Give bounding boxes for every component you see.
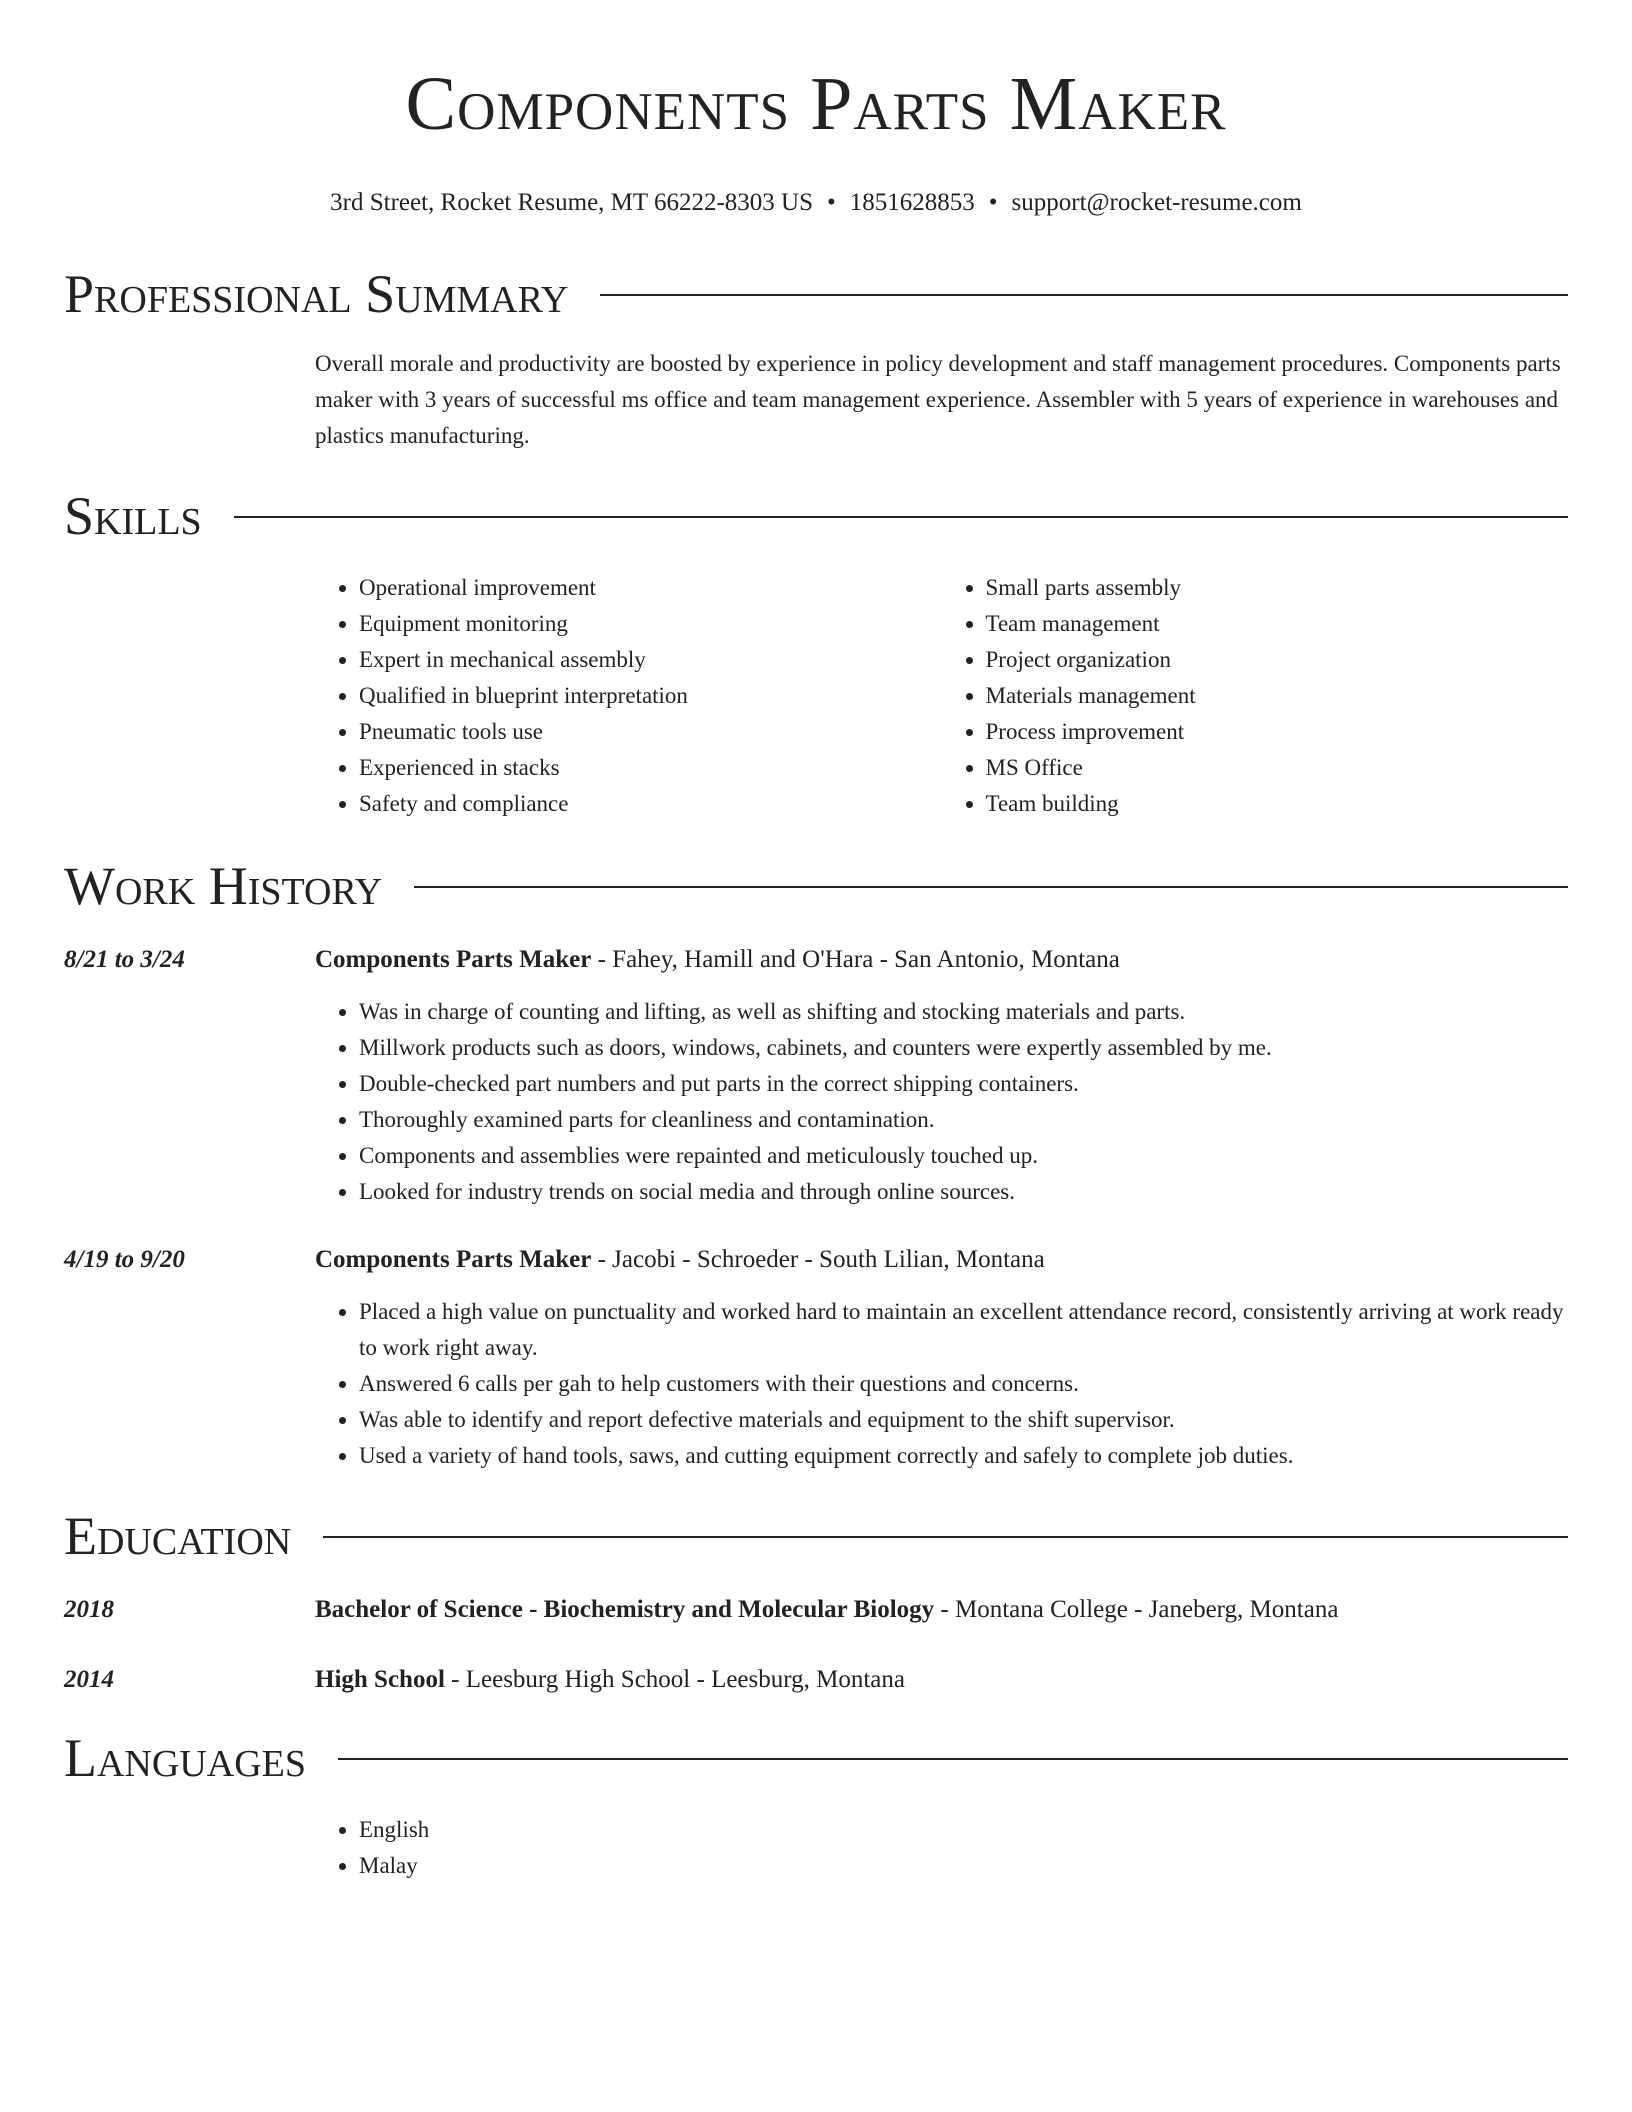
job-bullet: • Millwork products such as doors, windows, cabinets, and counters were expertly assembled by me. [359, 1030, 1568, 1066]
skills-section-header [64, 482, 1568, 550]
job-bullet: • Was in charge of counting and lifting, as well as shifting and stocking materials and parts. [359, 994, 1568, 1030]
skill-item: • Project organization [986, 642, 1569, 678]
contact-address: 3rd Street, Rocket Resume, MT 66222-8303 US [330, 189, 813, 216]
job-date: 4/19 to 9/20 [64, 1246, 185, 1273]
job-employer: - Fahey, Hamill and O'Hara - San Antonio, Montana [591, 946, 1120, 973]
skills-right-column [942, 570, 1569, 822]
job-bullet: • Placed a high value on punctuality and worked hard to maintain an excellent attendance record, consistently arriving at work ready to work right away. [359, 1294, 1568, 1366]
skills-left-column [315, 570, 942, 822]
skill-item: • Pneumatic tools use [359, 714, 942, 750]
job-title-line [315, 942, 1120, 978]
skill-item: • Equipment monitoring [359, 606, 942, 642]
skill-item: • Team management [986, 606, 1569, 642]
summary-text: Overall morale and productivity are boosted by experience in policy development and staff management procedures. Components parts maker with 3 years of successful ms office and team management experience. Assembler with 5 years of experience in warehouses and plastics manufacturing. [315, 351, 1561, 448]
job-title: Components Parts Maker [315, 946, 592, 973]
languages-heading: Languages [64, 1728, 306, 1788]
skill-item: • Qualified in blueprint interpretation [359, 678, 942, 714]
language-item: • English [359, 1812, 1568, 1848]
skill-item: • Safety and compliance [359, 786, 942, 822]
education-date: 2014 [64, 1666, 114, 1693]
section-divider [600, 294, 1568, 296]
job-date: 8/21 to 3/24 [64, 946, 185, 973]
skill-item: • Operational improvement [359, 570, 942, 606]
job-title-line [315, 1242, 1045, 1278]
job-bullet: • Was able to identify and report defective materials and equipment to the shift supervisor. [359, 1402, 1568, 1438]
section-divider [338, 1758, 1568, 1760]
job-duties [315, 1294, 1568, 1474]
contact-separator: • [988, 189, 998, 216]
contact-email: support@rocket-resume.com [1011, 189, 1302, 216]
education-entry [64, 1662, 1568, 1698]
education-title-line [315, 1662, 905, 1698]
contact-separator: • [827, 189, 836, 216]
job-bullet: • Looked for industry trends on social media and through online sources. [359, 1174, 1568, 1210]
job-employer: - Jacobi - Schroeder - South Lilian, Montana [591, 1246, 1045, 1273]
education-school: - Leesburg High School - Leesburg, Montana [444, 1666, 906, 1693]
education-section-header [64, 1502, 1568, 1570]
job-bullet: • Answered 6 calls per gah to help customers with their questions and concerns. [359, 1366, 1568, 1402]
job-bullet: • Used a variety of hand tools, saws, and cutting equipment correctly and safely to complete job duties. [359, 1438, 1568, 1474]
language-item: • Malay [359, 1848, 1568, 1884]
education-degree: Bachelor of Science - Biochemistry and Molecular Biology [315, 1596, 935, 1623]
skills-heading: Skills [64, 486, 202, 546]
work-section-header [64, 852, 1568, 920]
resume-name: Components Parts Maker [405, 62, 1227, 146]
job-bullet-list [315, 994, 1568, 1210]
skill-item: • Experienced in stacks [359, 750, 942, 786]
job-title: Components Parts Maker [315, 1246, 592, 1273]
skill-item: • Materials management [986, 678, 1569, 714]
job-bullet: • Thoroughly examined parts for cleanliness and contamination. [359, 1102, 1568, 1138]
section-divider [414, 886, 1568, 888]
education-date: 2018 [64, 1596, 114, 1623]
section-divider [323, 1536, 1568, 1538]
summary-section-header [64, 260, 1568, 328]
skill-item: • MS Office [986, 750, 1569, 786]
job-header [64, 942, 1568, 978]
languages-list [315, 1812, 1568, 1884]
job-header [64, 1242, 1568, 1278]
job-bullet: • Double-checked part numbers and put parts in the correct shipping containers. [359, 1066, 1568, 1102]
education-entry [64, 1592, 1568, 1628]
job-bullet: • Components and assemblies were repainted and meticulously touched up. [359, 1138, 1568, 1174]
contact-phone: 1851628853 [849, 189, 975, 216]
job-duties [315, 994, 1568, 1210]
education-title-line [315, 1592, 1338, 1628]
summary-heading: Professional Summary [64, 264, 569, 324]
skill-item: • Team building [986, 786, 1569, 822]
contact-line [64, 186, 1568, 220]
languages-bullet-list [315, 1812, 1568, 1884]
skills-list [315, 570, 1568, 822]
skill-item: • Expert in mechanical assembly [359, 642, 942, 678]
job-entry [64, 942, 1568, 1210]
job-bullet-list [315, 1294, 1568, 1474]
education-school: - Montana College - Janeberg, Montana [934, 1596, 1339, 1623]
education-heading: Education [64, 1506, 292, 1566]
skill-item: • Process improvement [986, 714, 1569, 750]
job-entry [64, 1242, 1568, 1474]
section-divider [234, 516, 1568, 518]
work-heading: Work History [64, 856, 383, 916]
languages-section-header [64, 1724, 1568, 1792]
skill-item: • Small parts assembly [986, 570, 1569, 606]
education-degree: High School [315, 1666, 445, 1693]
